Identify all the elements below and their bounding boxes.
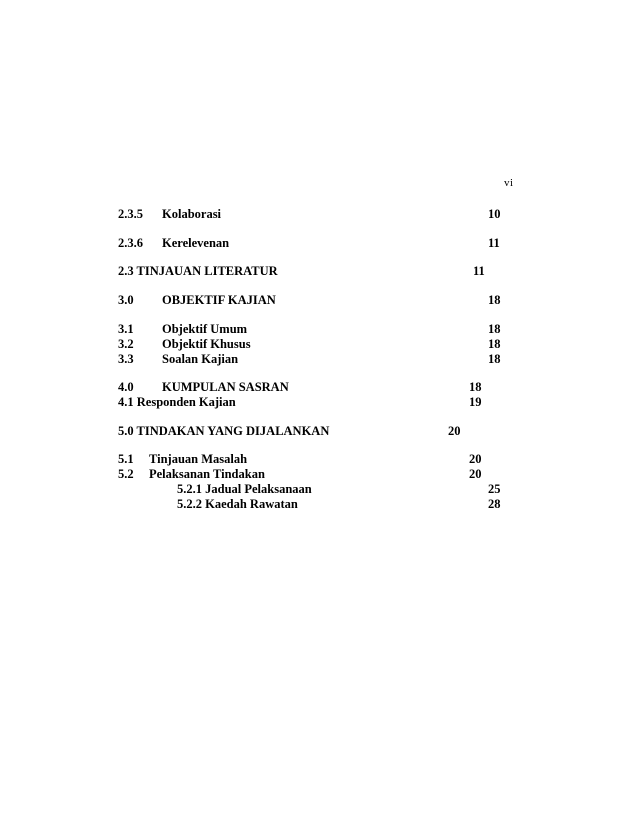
toc-entry xyxy=(0,451,638,467)
toc-entry-page: 18 xyxy=(488,322,501,336)
toc-entry xyxy=(0,292,638,308)
toc-entry xyxy=(0,466,638,482)
toc-entry-number: 4.0 xyxy=(118,380,134,394)
toc-entry-page: 10 xyxy=(488,207,501,221)
toc-entry-page: 18 xyxy=(488,337,501,351)
toc-entry-title: 5.2.1 Jadual Pelaksanaan xyxy=(177,482,312,496)
toc-entry-number: 3.0 xyxy=(118,293,134,307)
toc-entry-page: 11 xyxy=(488,236,500,250)
toc-entry-title: Soalan Kajian xyxy=(162,352,239,366)
toc-entry-page: 28 xyxy=(488,497,501,511)
page-number: vi xyxy=(504,177,514,189)
toc-entry-page: 19 xyxy=(469,395,482,409)
toc-entry xyxy=(0,235,638,251)
toc-entry xyxy=(0,394,638,410)
toc-entry xyxy=(0,379,638,395)
toc-entry-page: 11 xyxy=(473,264,485,278)
toc-entry-number: 5.1 xyxy=(118,452,134,466)
toc-entry-title: Objektif Umum xyxy=(162,322,248,336)
toc-entry-number: 2.3.6 xyxy=(118,236,143,250)
toc-entry-title: 2.3 TINJAUAN LITERATUR xyxy=(118,264,278,278)
toc-entry-number: 5.2 xyxy=(118,467,134,481)
toc-entry-title: Objektif Khusus xyxy=(162,337,251,351)
toc-entry-title: OBJEKTIF KAJIAN xyxy=(162,293,276,307)
toc-entry-number: 3.3 xyxy=(118,352,134,366)
toc-entry-page: 20 xyxy=(448,424,461,438)
toc-entry-title: 4.1 Responden Kajian xyxy=(118,395,236,409)
toc-entry xyxy=(0,481,638,497)
toc-entry xyxy=(0,206,638,222)
toc-entry-title: KUMPULAN SASRAN xyxy=(162,380,289,394)
toc-entry-page: 25 xyxy=(488,482,501,496)
toc-entry-title: 5.0 TINDAKAN YANG DIJALANKAN xyxy=(118,424,330,438)
toc-entry xyxy=(0,496,638,512)
toc-entry xyxy=(0,321,638,337)
toc-entry xyxy=(0,263,638,279)
toc-entry-title: Kerelevenan xyxy=(162,236,230,250)
toc-entry-page: 18 xyxy=(488,293,501,307)
toc-entry-title: Kolaborasi xyxy=(162,207,222,221)
toc-entry xyxy=(0,336,638,352)
toc-entry-number: 2.3.5 xyxy=(118,207,143,221)
toc-entry-page: 20 xyxy=(469,452,482,466)
toc-entry-title: 5.2.2 Kaedah Rawatan xyxy=(177,497,298,511)
toc-entry-page: 18 xyxy=(488,352,501,366)
toc-entry-title: Tinjauan Masalah xyxy=(149,452,248,466)
toc-entry xyxy=(0,423,638,439)
toc-entry-title: Pelaksanan Tindakan xyxy=(149,467,265,481)
toc-entry-page: 18 xyxy=(469,380,482,394)
toc-entry-page: 20 xyxy=(469,467,482,481)
toc-entry-number: 3.2 xyxy=(118,337,134,351)
toc-entry-number: 3.1 xyxy=(118,322,134,336)
toc-entry xyxy=(0,351,638,367)
